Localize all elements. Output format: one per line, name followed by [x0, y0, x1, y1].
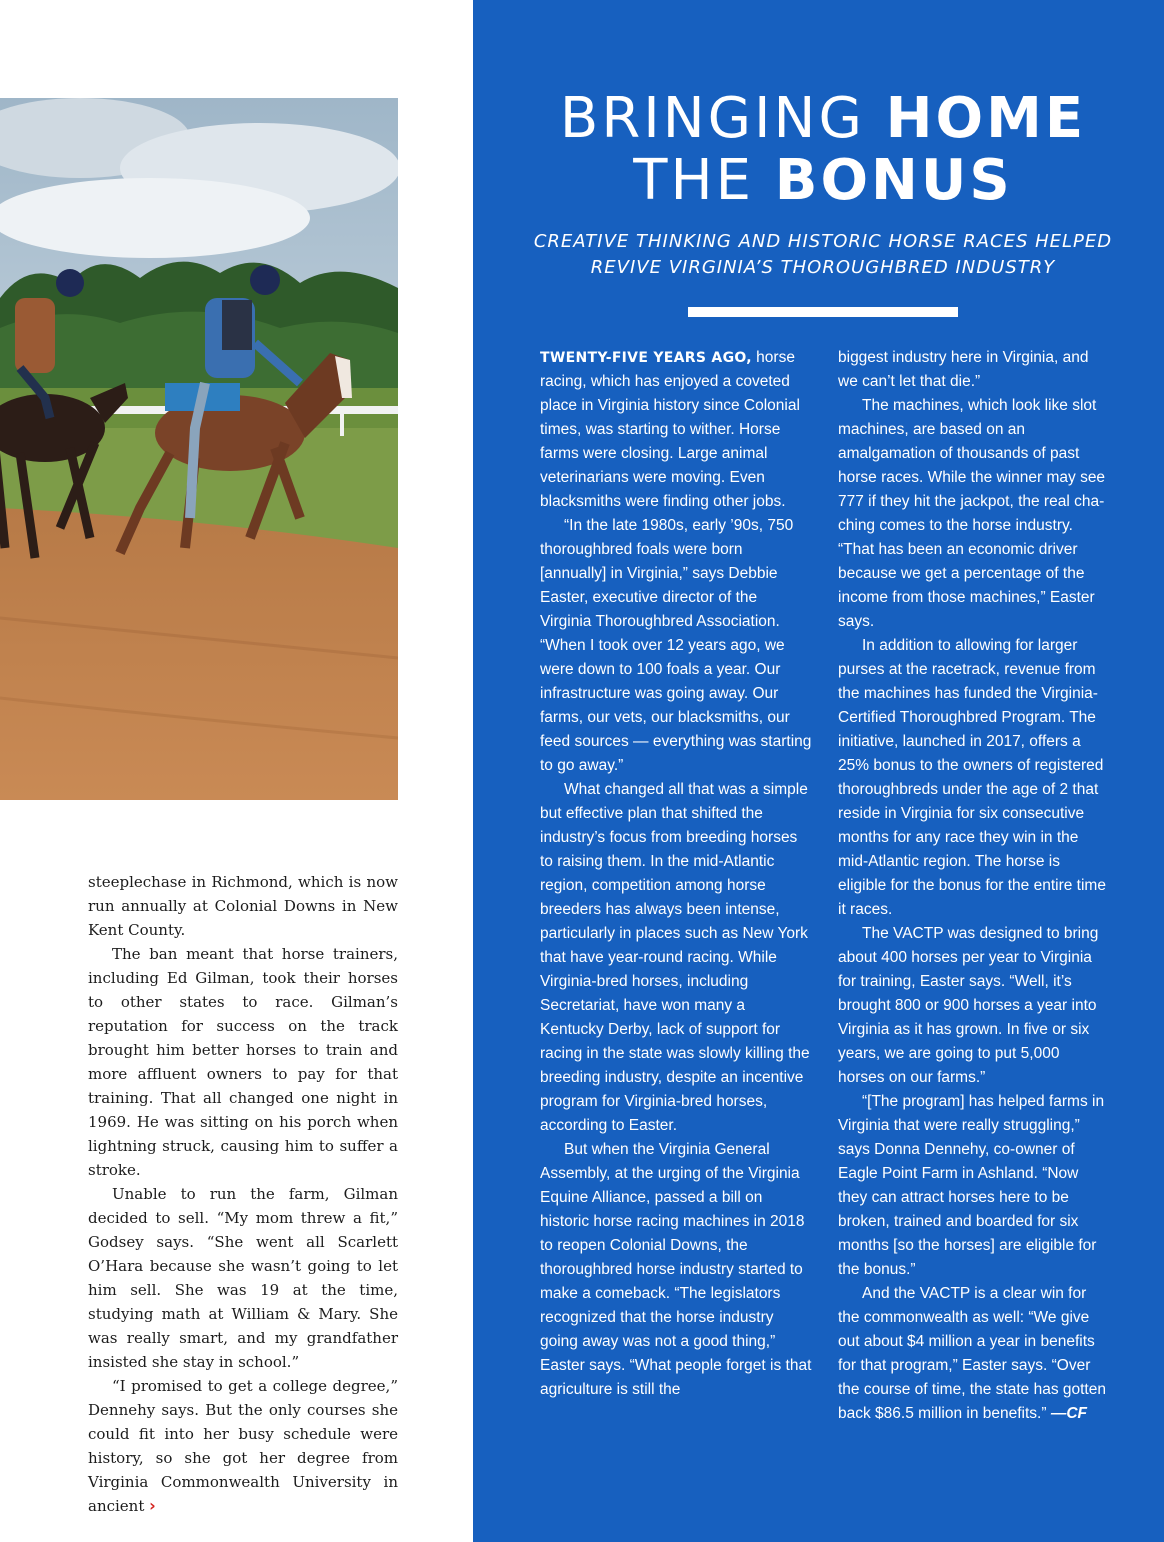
- title-line-1-light: BRINGING: [559, 86, 886, 151]
- sidebar-col2-paragraph-5: “[The program] has helped farms in Virginia that were really struggling,” says Donna Dennehy, co-owner of Eagle Point Farm in Ashland. “Now they can attract horses here to be broken, trained and boarded for six months [so the horses] are eligible for the bonus.”: [838, 1093, 1105, 1278]
- left-article-column: [88, 870, 398, 1518]
- divider-rule: [688, 307, 958, 317]
- sidebar-col1-paragraph-4: But when the Virginia General Assembly, at the urging of the Virginia Equine Alliance, passed a bill on historic horse racing machines in 2018 to reopen Colonial Downs, the thoroughbred horse industry started to make a comeback. “The legislators recognized that the horse industry going away was not a good thing,” Easter says. “What people forget is that agriculture is still the: [540, 1141, 812, 1398]
- sidebar-col1-paragraph-1: [540, 346, 812, 514]
- sidebar-col2-paragraph-3: In addition to allowing for larger purses at the racetrack, revenue from the machines has funded the Virginia-Certified Thoroughbred Program. The initiative, launched in 2017, offers a 25% bonus to the owners of registered thoroughbreds under the age of 2 that reside in Virginia for six consecutive months for any race they win in the mid-Atlantic region. The horse is eligible for the bonus for the entire time it races.: [838, 637, 1106, 918]
- sidebar-col2-paragraph-4: The VACTP was designed to bring about 400 horses per year to Virginia for training, Easter says. “Well, it’s brought 800 or 900 horses a year into Virginia as it has grown. In five or six years, we are going to put 5,000 horses on our farms.”: [838, 925, 1099, 1086]
- horse-racing-photo-icon: [0, 98, 398, 800]
- title-line-2-bold: BONUS: [774, 148, 1013, 213]
- left-paragraph-3: Unable to run the farm, Gilman decided to sell. “My mom threw a fit,” Godsey says. “She went all Scarlett O’Hara because she wasn’t going to let him sell. She was 19 at the time, studying math at William & Mary. She was really smart, and my grandfather insisted she stay in school.”: [88, 1185, 398, 1371]
- title-line-2-light: THE: [633, 148, 775, 213]
- title-line-1: [473, 88, 1164, 150]
- sidebar-col1-paragraph-1-text: horse racing, which has enjoyed a coveted place in Virginia history since Colonial times, was starting to wither. Horse farms were closing. Large animal veterinarians were moving. Even blacksmiths were finding other jobs.: [540, 349, 800, 510]
- left-paragraph-1: steeplechase in Richmond, which is now run annually at Colonial Downs in New Kent County.: [88, 873, 398, 939]
- sidebar-col2-paragraph-2: The machines, which look like slot machines, are based on an amalgamation of thousands of past horse races. While the winner may see 777 if they hit the jackpot, the real cha-ching comes to the horse industry. “That has been an economic driver because we get a percentage of the income from those machines,” Easter says.: [838, 397, 1106, 630]
- sidebar-column-1: [540, 346, 812, 1402]
- left-paragraph-4-text: “I promised to get a college degree,” Dennehy says. But the only courses she could fit into her busy schedule were history, so she got her degree from Virginia Commonwealth University in ancient: [88, 1377, 398, 1515]
- lead-in: TWENTY-FIVE YEARS AGO,: [540, 350, 752, 366]
- horse-racing-photo: [0, 98, 398, 800]
- left-paragraph-4: [88, 1374, 398, 1518]
- subtitle-line-2: REVIVE VIRGINIA’S THOROUGHBRED INDUSTRY: [590, 257, 1056, 278]
- continue-arrow-icon: ›: [149, 1496, 156, 1515]
- sidebar-col2-paragraph-1: biggest industry here in Virginia, and we can’t let that die.”: [838, 349, 1089, 390]
- sidebar-title: [473, 88, 1164, 212]
- sidebar-col2-paragraph-6: [838, 1282, 1110, 1426]
- sidebar-col2-paragraph-6-text: And the VACTP is a clear win for the commonwealth as well: “We give out about $4 million a year in benefits for that program,” Easter says. “Over the course of time, the state has gotten back $86.5 million in benefits.”: [838, 1285, 1106, 1422]
- title-line-1-bold: HOME: [885, 86, 1087, 151]
- sidebar-column-2: [838, 346, 1110, 1426]
- left-paragraph-2: The ban meant that horse trainers, including Ed Gilman, took their horses to other states to race. Gilman’s reputation for success on the track brought him better horses to train and more affluent owners to pay for that training. That all changed one night in 1969. He was sitting on his porch when lightning struck, causing him to suffer a stroke.: [88, 945, 398, 1179]
- sidebar-panel: [473, 0, 1164, 1542]
- title-line-2: [473, 150, 1164, 212]
- sidebar-col1-paragraph-2: “In the late 1980s, early ’90s, 750 thoroughbred foals were born [annually] in Virginia,” says Debbie Easter, executive director of the Virginia Thoroughbred Association. “When I took over 12 years ago, we were down to 100 foals a year. Our infrastructure was going away. Our farms, our vets, our blacksmiths, our feed sources — everything was starting to go away.”: [540, 517, 812, 774]
- subtitle-line-1: CREATIVE THINKING AND HISTORIC HORSE RACES HELPED: [533, 231, 1113, 252]
- sidebar-subtitle: [473, 229, 1164, 281]
- author-signature: —CF: [1050, 1405, 1087, 1422]
- sidebar-col1-paragraph-3: What changed all that was a simple but effective plan that shifted the industry’s focus from breeding horses to raising them. In the mid-Atlantic region, competition among horse breeders has always been intense, particularly in places such as New York that have year-round racing. While Virginia-bred horses, including Secretariat, have won many a Kentucky Derby, lack of support for racing in the state was slowly killing the breeding industry, despite an incentive program for Virginia-bred horses, according to Easter.: [540, 781, 810, 1134]
